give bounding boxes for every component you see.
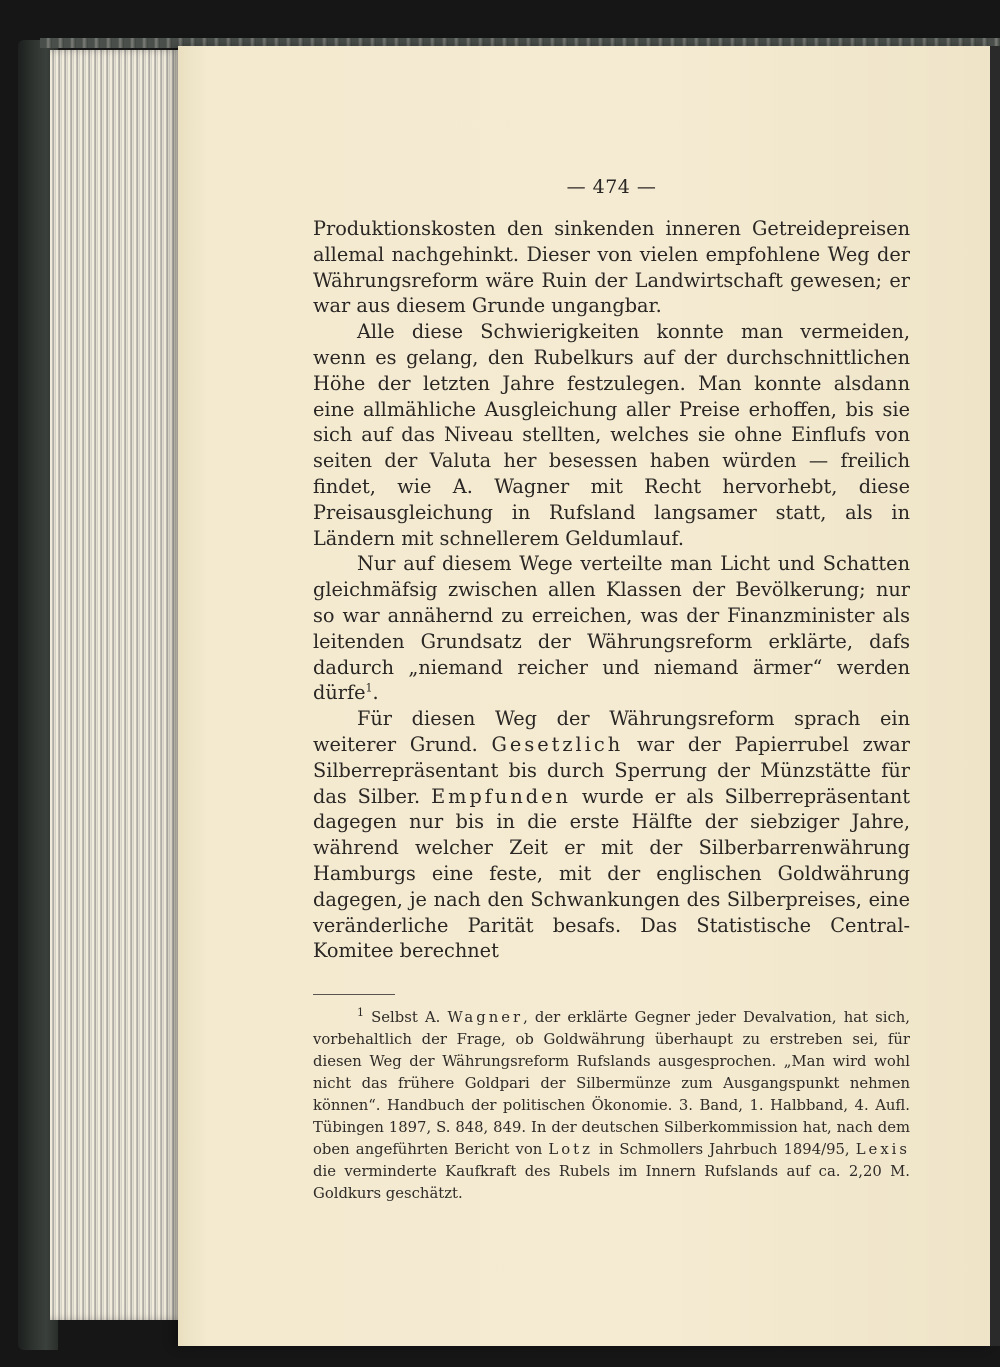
paragraph-4-part-2: war der Papierrubel zwar Silberrepräsentant bis durch Sperrung der Münzstätte für das Silber. — [313, 732, 910, 808]
spaced-word-gesetzlich: Gesetzlich — [491, 732, 624, 756]
footnote-part-1: Selbst A. — [371, 1009, 441, 1027]
page-content — [313, 170, 910, 1205]
paragraph-3 — [313, 551, 910, 706]
paragraph-2-text: Alle diese Schwierigkeiten konnte man vermeiden, wenn es gelang, den Rubelkurs auf der durchschnittlichen Höhe der letzten Jahre festzulegen. Man konnte alsdann eine allmähliche Ausgleichung aller Preise erhoffen, bis sie sich auf das Niveau stellten, welches sie ohne Einflufs von seiten der Valuta her besessen haben würden — freilich findet, wie A. Wagner mit Recht hervorhebt, diese Preisausgleichung in Rufsland langsamer statt, als in Ländern mit schnellerem Geldumlauf. — [313, 320, 910, 550]
paragraph-4-part-3: wurde er als Silberrepräsentant dagegen nur bis in die erste Hälfte der siebziger Jahre, während welcher Zeit er mit der Silberbarrenwährung Hamburgs eine feste, mit der englischen Goldwährung dagegen, je nach den Schwankungen des Silberpreises, eine veränderliche Parität besafs. Das Statistische Central-Komitee berechnet — [313, 784, 911, 963]
spaced-word-wagner: Wagner — [447, 1009, 524, 1027]
paragraph-3-text: Nur auf diesem Wege verteilte man Licht und Schatten gleichmäfsig zwischen allen Klassen der Bevölkerung; nur so war annähernd zu erreichen, was der Finanzminister als leitenden Grundsatz der Währungsreform erklärte, dafs dadurch „niemand reicher und niemand ärmer“ werden dürfe — [313, 552, 910, 705]
footnote-divider — [313, 994, 395, 995]
paragraph-3-end: . — [372, 681, 379, 705]
footnote-part-3: in Schmollers Jahrbuch 1894/95, — [599, 1141, 850, 1159]
paragraph-2 — [313, 319, 910, 551]
spaced-word-empfunden: Empfunden — [431, 784, 571, 808]
page-right-edge — [990, 46, 1000, 1346]
footnote-reference: 1 — [365, 681, 373, 695]
page-number: — 474 — — [566, 176, 657, 198]
spaced-word-lexis: Lexis — [855, 1141, 910, 1159]
spaced-word-lotz: Lotz — [548, 1141, 593, 1159]
footnote-part-4: die verminderte Kaufkraft des Rubels im Innern Rufslands auf ca. 2,20 M. Goldkurs geschätzt. — [313, 1163, 910, 1203]
paragraph-1 — [313, 216, 910, 319]
footnote — [313, 1007, 910, 1205]
paragraph-1-text: Produktionskosten den sinkenden inneren Getreidepreisen allemal nachgehinkt. Dieser von vielen empfohlene Weg der Währungsreform wäre Ruin der Landwirtschaft gewesen; er war aus diesem Grunde ungangbar. — [313, 217, 910, 318]
paragraph-4-part-1: Für diesen Weg der Währungsreform sprach ein weiterer Grund. — [313, 707, 910, 756]
footnote-part-2: , der erklärte Gegner jeder Devalvation, hat sich, vorbehaltlich der Frage, ob Goldwährung überhaupt zu erstreben sei, für diesen Weg der Währungsreform Rufslands ausgesprochen. „Man wird wohl nicht das frühere Goldpari der Silbermünze zum Ausgangspunkt nehmen können“. Handbuch der politischen Ökonomie. 3. Band, 1. Halbband, 4. Aufl. Tübingen 1897, S. 848, 849. In der deutschen Silberkommission hat, nach dem oben angeführten Bericht von — [313, 1009, 910, 1159]
page-edges — [50, 50, 185, 1320]
footnote-marker: 1 — [357, 1006, 364, 1020]
paragraph-4 — [313, 706, 910, 964]
